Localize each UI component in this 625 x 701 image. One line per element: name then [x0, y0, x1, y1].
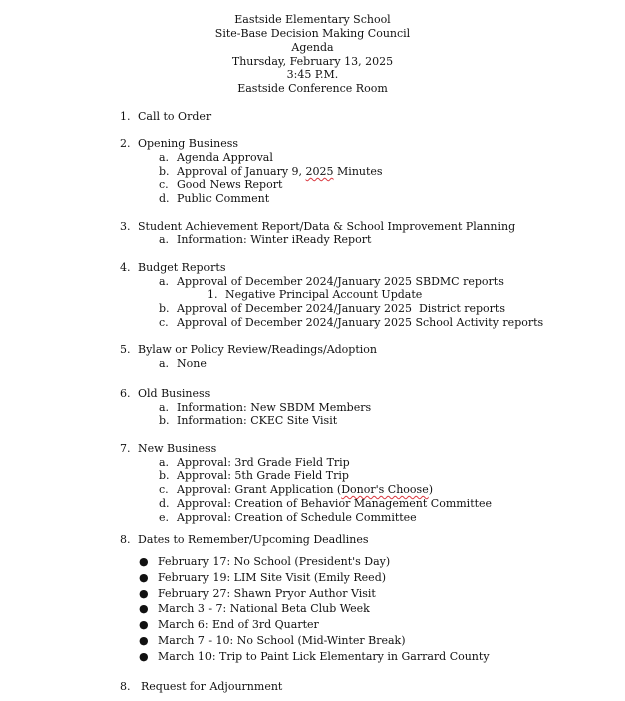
meeting-location: Eastside Conference Room: [237, 82, 388, 95]
bullet-icon: ●: [139, 571, 149, 584]
item-number: 8.: [120, 680, 131, 693]
bullet-icon: ●: [139, 555, 149, 568]
sub-item: Approval: Creation of Behavior Management Committee: [177, 497, 493, 510]
item-number: 7.: [120, 442, 131, 455]
item-number: 1.: [120, 110, 131, 123]
sub-sub-marker: 1.: [207, 288, 218, 301]
sub-marker: d.: [159, 192, 170, 205]
meeting-date: Thursday, February 13, 2025: [231, 55, 394, 68]
sub-item: Approval: Creation of Schedule Committee: [177, 511, 417, 524]
item-call-to-order: Call to Order: [138, 110, 212, 123]
sub-item: None: [177, 357, 207, 370]
sub-marker: a.: [159, 151, 170, 164]
item-number: 4.: [120, 261, 131, 274]
sub-marker: c.: [159, 178, 169, 191]
sub-item: Approval of December 2024/January 2025 School Activity reports: [177, 316, 544, 329]
sub-marker: c.: [159, 483, 169, 496]
sub-marker: c.: [159, 316, 169, 329]
sub-marker: a.: [159, 275, 170, 288]
item-request-adjournment: Request for Adjournment: [141, 680, 283, 693]
sub-item: Information: CKEC Site Visit: [177, 414, 338, 427]
sub-item-minutes-approval: [177, 165, 383, 179]
sub-marker: b.: [159, 302, 170, 315]
item-number: 2.: [120, 137, 131, 150]
text-part: ): [428, 483, 434, 496]
item-student-achievement: Student Achievement Report/Data & School Improvement Planning: [138, 220, 516, 233]
text-part: Approval of January 9,: [177, 165, 306, 178]
sub-item: Agenda Approval: [177, 151, 273, 164]
document-type: Agenda: [291, 41, 334, 54]
date-item: March 6: End of 3rd Quarter: [158, 618, 319, 631]
sub-item-grant-application: [177, 483, 433, 497]
sub-item: Information: Winter iReady Report: [177, 233, 372, 246]
spellcheck-underlined-text: Donor's Choose: [341, 483, 429, 496]
sub-item: Approval of December 2024/January 2025 SBDMC reports: [177, 275, 504, 288]
date-item: March 7 - 10: No School (Mid-Winter Break): [158, 634, 406, 647]
date-item: February 17: No School (President's Day): [158, 555, 391, 568]
bullet-icon: ●: [139, 602, 149, 615]
bullet-icon: ●: [139, 618, 149, 631]
item-bylaw-review: Bylaw or Policy Review/Readings/Adoption: [138, 343, 377, 356]
date-item: February 27: Shawn Pryor Author Visit: [158, 587, 376, 600]
bullet-icon: ●: [139, 634, 149, 647]
sub-item: Information: New SBDM Members: [177, 401, 372, 414]
spellcheck-underlined-text: 2025: [305, 165, 334, 178]
item-number: 3.: [120, 220, 131, 233]
sub-marker: a.: [159, 401, 170, 414]
sub-item: Approval of December 2024/January 2025 District reports: [177, 302, 505, 315]
date-item: March 3 - 7: National Beta Club Week: [158, 602, 370, 615]
item-opening-business: Opening Business: [138, 137, 239, 150]
council-name: Site-Base Decision Making Council: [214, 27, 411, 40]
school-name: Eastside Elementary School: [234, 13, 391, 26]
bullet-icon: ●: [139, 650, 149, 663]
sub-marker: a.: [159, 456, 170, 469]
sub-marker: d.: [159, 497, 170, 510]
item-old-business: Old Business: [138, 387, 211, 400]
item-budget-reports: Budget Reports: [138, 261, 226, 274]
item-new-business: New Business: [138, 442, 217, 455]
sub-marker: b.: [159, 469, 170, 482]
sub-sub-item: Negative Principal Account Update: [225, 288, 423, 301]
item-number: 5.: [120, 343, 131, 356]
sub-marker: b.: [159, 165, 170, 178]
sub-marker: e.: [159, 511, 170, 524]
date-item: March 10: Trip to Paint Lick Elementary in Garrard County: [158, 650, 490, 663]
sub-marker: a.: [159, 233, 170, 246]
sub-item: Good News Report: [177, 178, 283, 191]
item-number: 6.: [120, 387, 131, 400]
sub-item: Approval: 5th Grade Field Trip: [177, 469, 349, 482]
item-number: 8.: [120, 533, 131, 546]
sub-item: Approval: 3rd Grade Field Trip: [177, 456, 350, 469]
item-dates-to-remember: Dates to Remember/Upcoming Deadlines: [138, 533, 369, 546]
date-item: February 19: LIM Site Visit (Emily Reed): [158, 571, 387, 584]
sub-item: Public Comment: [177, 192, 270, 205]
sub-marker: b.: [159, 414, 170, 427]
bullet-icon: ●: [139, 587, 149, 600]
meeting-time: 3:45 P.M.: [286, 68, 339, 81]
text-part: Approval: Grant Application (: [177, 483, 342, 496]
sub-marker: a.: [159, 357, 170, 370]
text-part: Minutes: [333, 165, 383, 178]
